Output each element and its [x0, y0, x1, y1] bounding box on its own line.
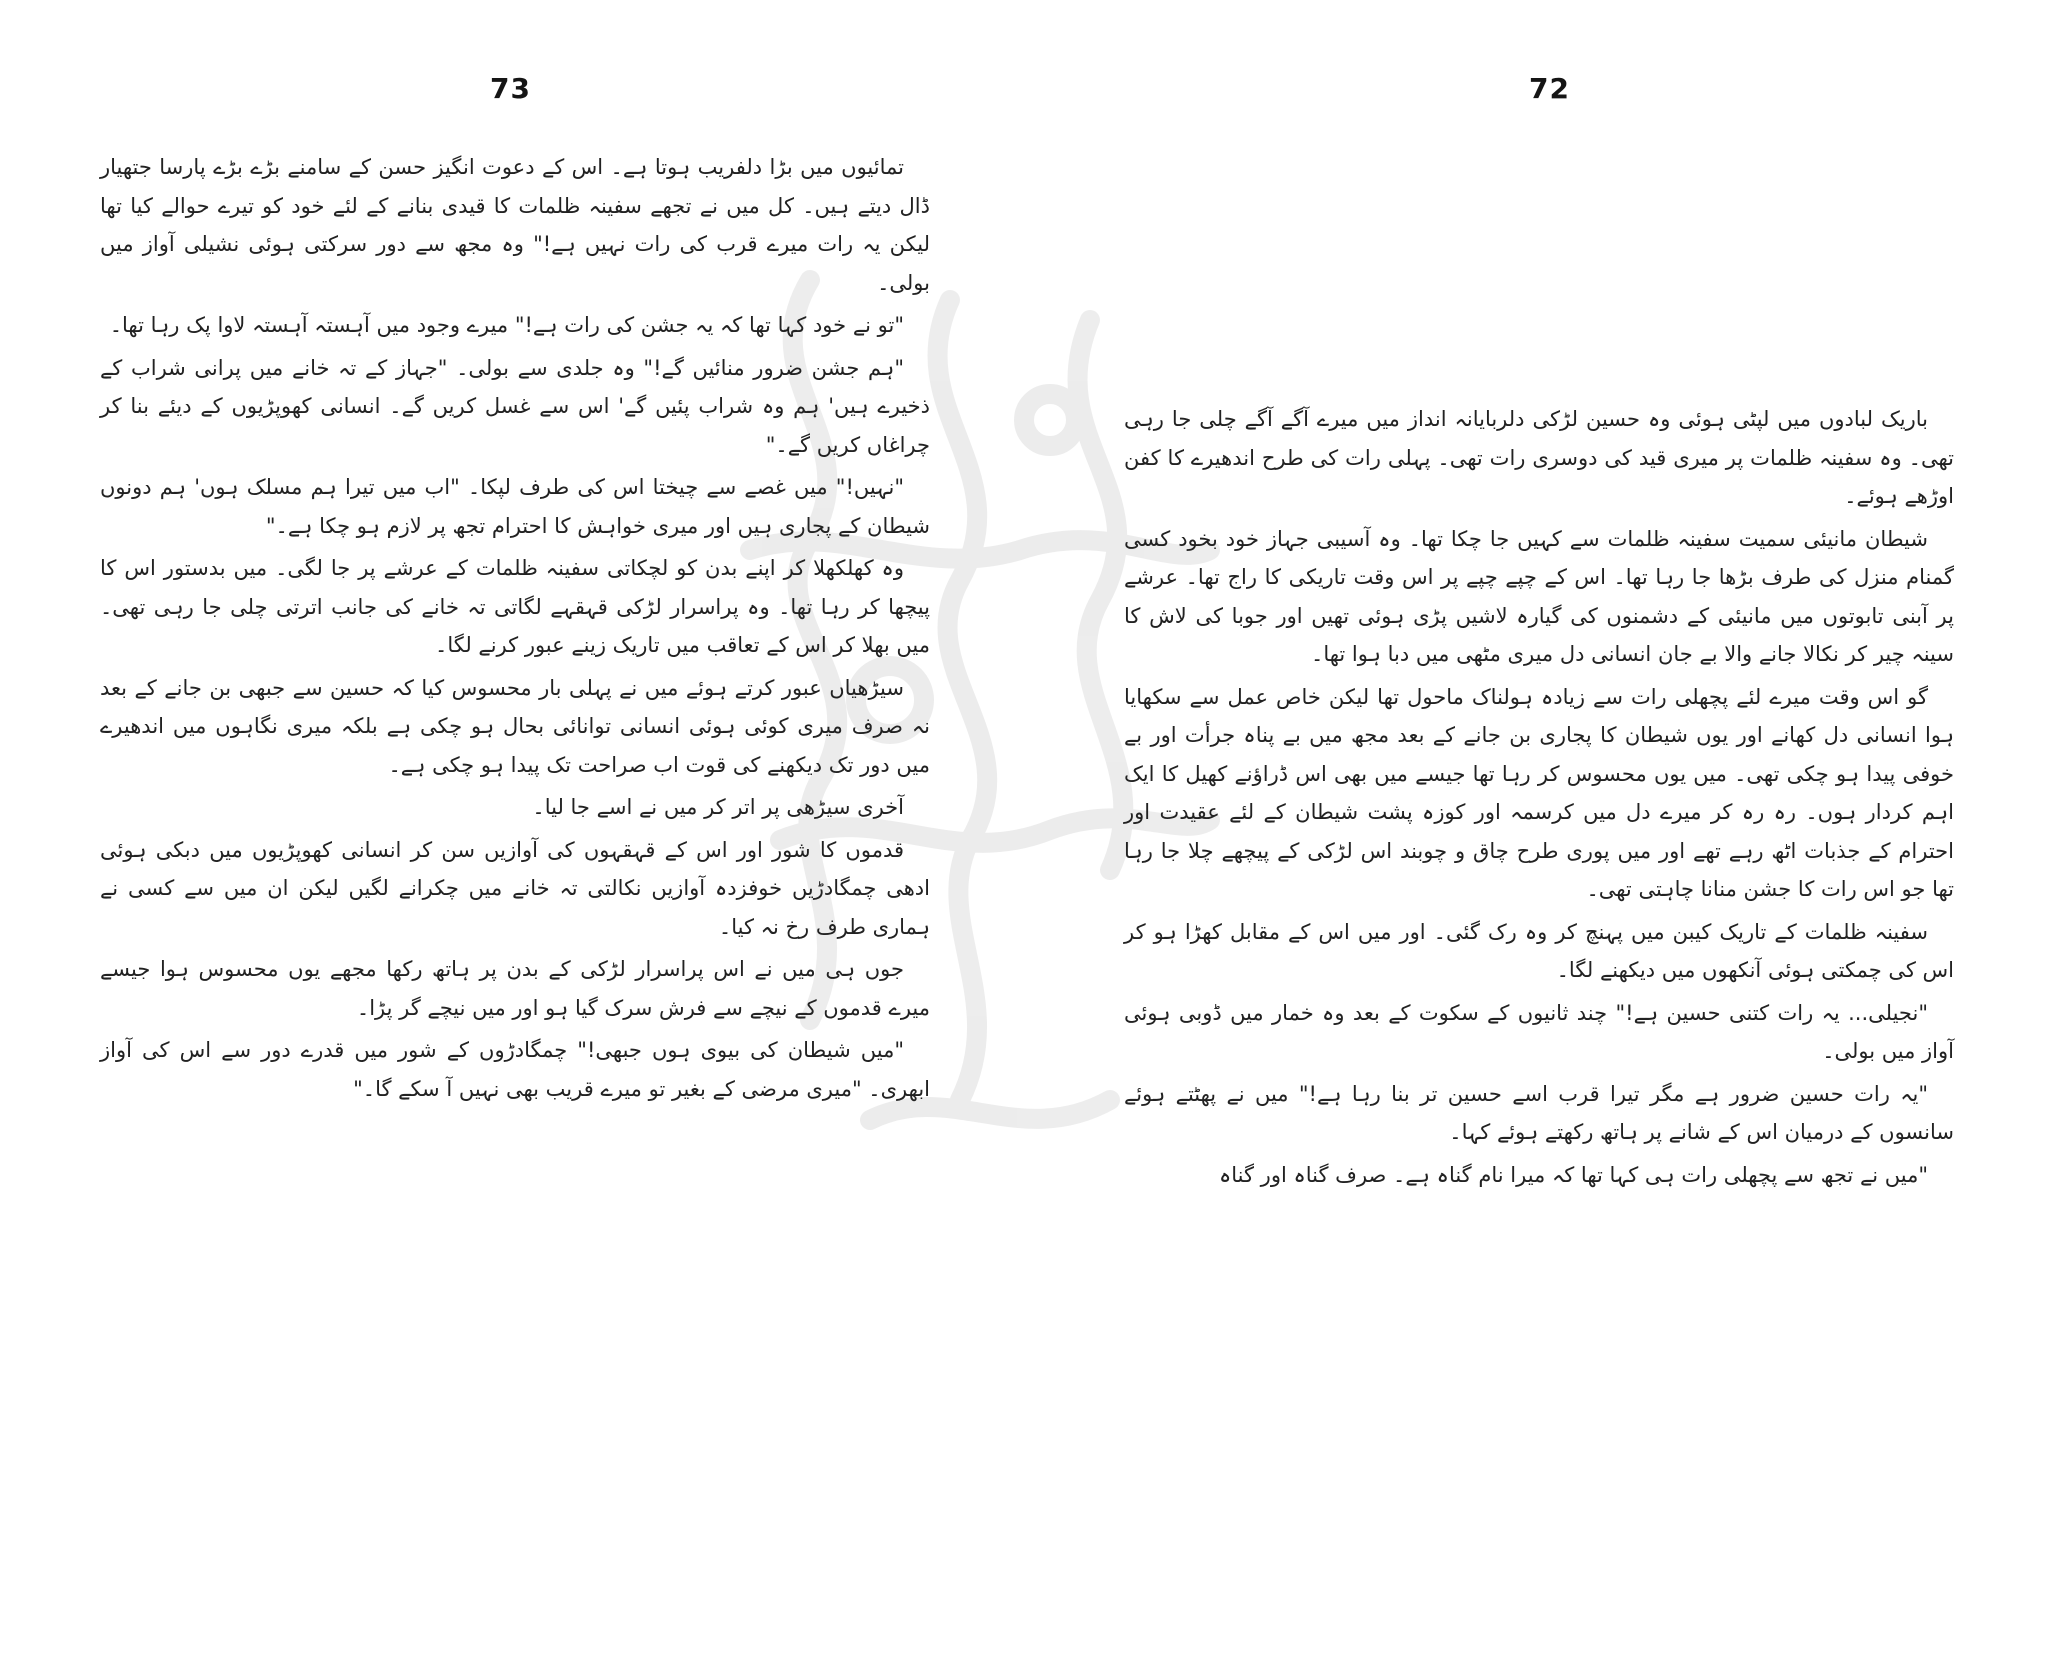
paragraph: باریک لبادوں میں لپٹی ہوئی وہ حسین لڑکی دلربایانہ انداز میں میرے آگے آگے چلی جا رہی تھی۔ وہ سفینہ ظلمات پر میری قید کی دوسری رات تھی۔ پہلی رات کی طرح اندھیرے کا کفن اوڑھے ہوئے۔ [1124, 407, 1954, 508]
paragraph: "میں نے تجھ سے پچھلی رات ہی کہا تھا کہ میرا نام گناہ ہے۔ صرف گناہ اور گناہ [1218, 1162, 1928, 1187]
page-number: 72 [1529, 72, 1570, 105]
paragraph: شیطان مانیئی سمیت سفینہ ظلمات سے کہیں جا چکا تھا۔ وہ آسیبی جہاز خود بخود کسی گمنام منزل کی طرف بڑھا جا رہا تھا۔ اس کے چپے چپے پر اس وقت تاریکی کا راج تھا۔ عرشے پر آبنی تابوتوں میں مانیئی کے دشمنوں کی گیارہ لاشیں پڑی ہوئی تھیں اور جوبا کی لاش کا سینہ چیر کر نکالا جانے والا بے جان انسانی دل میری مٹھی میں دبا ہوا تھا۔ [1124, 526, 1954, 666]
paragraph: قدموں کا شور اور اس کے قہقہوں کی آوازیں سن کر انسانی کھوپڑیوں میں دبکی ہوئی ادھی چمگادڑیں خوفزدہ آوازیں نکالتی تہ خانے میں چکرانے لگیں لیکن ان میں سے کسی نے ہماری طرف رخ نہ کیا۔ [100, 837, 930, 939]
paragraph: سفینہ ظلمات کے تاریک کیبن میں پہنچ کر وہ رک گئی۔ اور میں اس کے مقابل کھڑا ہو کر اس کی چمکتی ہوئی آنکھوں میں دیکھنے لگا۔ [1124, 919, 1954, 982]
paragraph: "نجیلی... یہ رات کتنی حسین ہے!" چند ثانیوں کے سکوت کے بعد وہ خمار میں ڈوبی ہوئی آواز میں بولی۔ [1124, 1000, 1954, 1063]
paragraph: تمائیوں میں بڑا دلفریب ہوتا ہے۔ اس کے دعوت انگیز حسن کے سامنے بڑے بڑے پارسا جتھیار ڈال دیتے ہیں۔ کل میں نے تجھے سفینہ ظلمات کا قیدی بنانے کے لئے خود کو تیرے حوالے کیا تھا لیکن یہ رات میرے قرب کی رات نہیں ہے!" وہ مجھ سے دور سرکتی ہوئی نشیلی آواز میں بولی۔ [100, 155, 930, 295]
page-text [100, 148, 930, 1112]
paragraph: "ہم جشن ضرور منائیں گے!" وہ جلدی سے بولی۔ "جہاز کے تہ خانے میں پرانی شراب کے ذخیرے ہیں' ہم وہ شراب پئیں گے' اس سے غسل کریں گے۔ انسانی کھوپڑیوں کے دیئے بنا کر چراغاں کریں گے۔" [100, 355, 930, 457]
page-right [1024, 0, 2048, 1656]
page-text [1124, 400, 1954, 1198]
paragraph: گو اس وقت میرے لئے پچھلی رات سے زیادہ ہولناک ماحول تھا لیکن خاص عمل سے سکھایا ہوا انسانی دل کھانے اور یوں شیطان کا پجاری بن جانے کے بعد مجھ میں بے پناہ جرأت اور بے خوفی پیدا ہو چکی تھی۔ میں یوں محسوس کر رہا تھا جیسے میں بھی اس ڈراؤنے کھیل کا ایک اہم کردار ہوں۔ رہ رہ کر میرے دل میں کرسمہ اور کوزہ پشت شیطان کے لئے عقیدت اور احترام کے جذبات اٹھ رہے تھے اور میں پوری طرح چاق و چوبند اس لڑکی کے پیچھے چلا جا رہا تھا جو اس رات کا جشن منانا چاہتی تھی۔ [1124, 684, 1954, 901]
page-number: 73 [490, 72, 531, 105]
paragraph: آخری سیڑھی پر اتر کر میں نے اسے جا لیا۔ [532, 795, 904, 819]
paragraph: "یہ رات حسین ضرور ہے مگر تیرا قرب اسے حسین تر بنا رہا ہے!" میں نے پھٹتے ہوئے سانسوں کے درمیان اس کے شانے پر ہاتھ رکھتے ہوئے کہا۔ [1124, 1081, 1954, 1144]
paragraph: جوں ہی میں نے اس پراسرار لڑکی کے بدن پر ہاتھ رکھا مجھے یوں محسوس ہوا جیسے میرے قدموں کے نیچے سے فرش سرک گیا ہو اور میں نیچے گر پڑا۔ [100, 957, 930, 1020]
paragraph: "میں شیطان کی بیوی ہوں جبھی!" چمگادڑوں کے شور میں قدرے دور سے اس کی آواز ابھری۔ "میری مرضی کے بغیر تو میرے قریب بھی نہیں آ سکے گا۔" [100, 1038, 930, 1101]
paragraph: "تو نے خود کہا تھا کہ یہ جشن کی رات ہے!" میرے وجود میں آہستہ آہستہ لاوا پک رہا تھا۔ [109, 313, 904, 337]
paragraph: وہ کھلکھلا کر اپنے بدن کو لچکاتی سفینہ ظلمات کے عرشے پر جا لگی۔ میں بدستور اس کا پیچھا کر رہا تھا۔ وہ پراسرار لڑکی قہقہے لگاتی تہ خانے کی جانب اترتی چلی جا رہی تھی۔ میں بھلا کر اس کے تعاقب میں تاریک زینے عبور کرنے لگا۔ [100, 556, 930, 657]
paragraph: سیڑھیاں عبور کرتے ہوئے میں نے پہلی بار محسوس کیا کہ حسین سے جبھی بن جانے کے بعد نہ صرف میری کوئی ہوئی انسانی توانائی بحال ہو چکی ہے بلکہ میری نگاہوں میں اندھیرے میں دور تک دیکھنے کی قوت اب صراحت تک پیدا ہو چکی ہے۔ [100, 675, 930, 777]
paragraph: "نہیں!" میں غصے سے چیختا اس کی طرف لپکا۔ "اب میں تیرا ہم مسلک ہوں' ہم دونوں شیطان کے پجاری ہیں اور میری خواہش کا احترام تجھ پر لازم ہو چکا ہے۔" [100, 475, 930, 538]
